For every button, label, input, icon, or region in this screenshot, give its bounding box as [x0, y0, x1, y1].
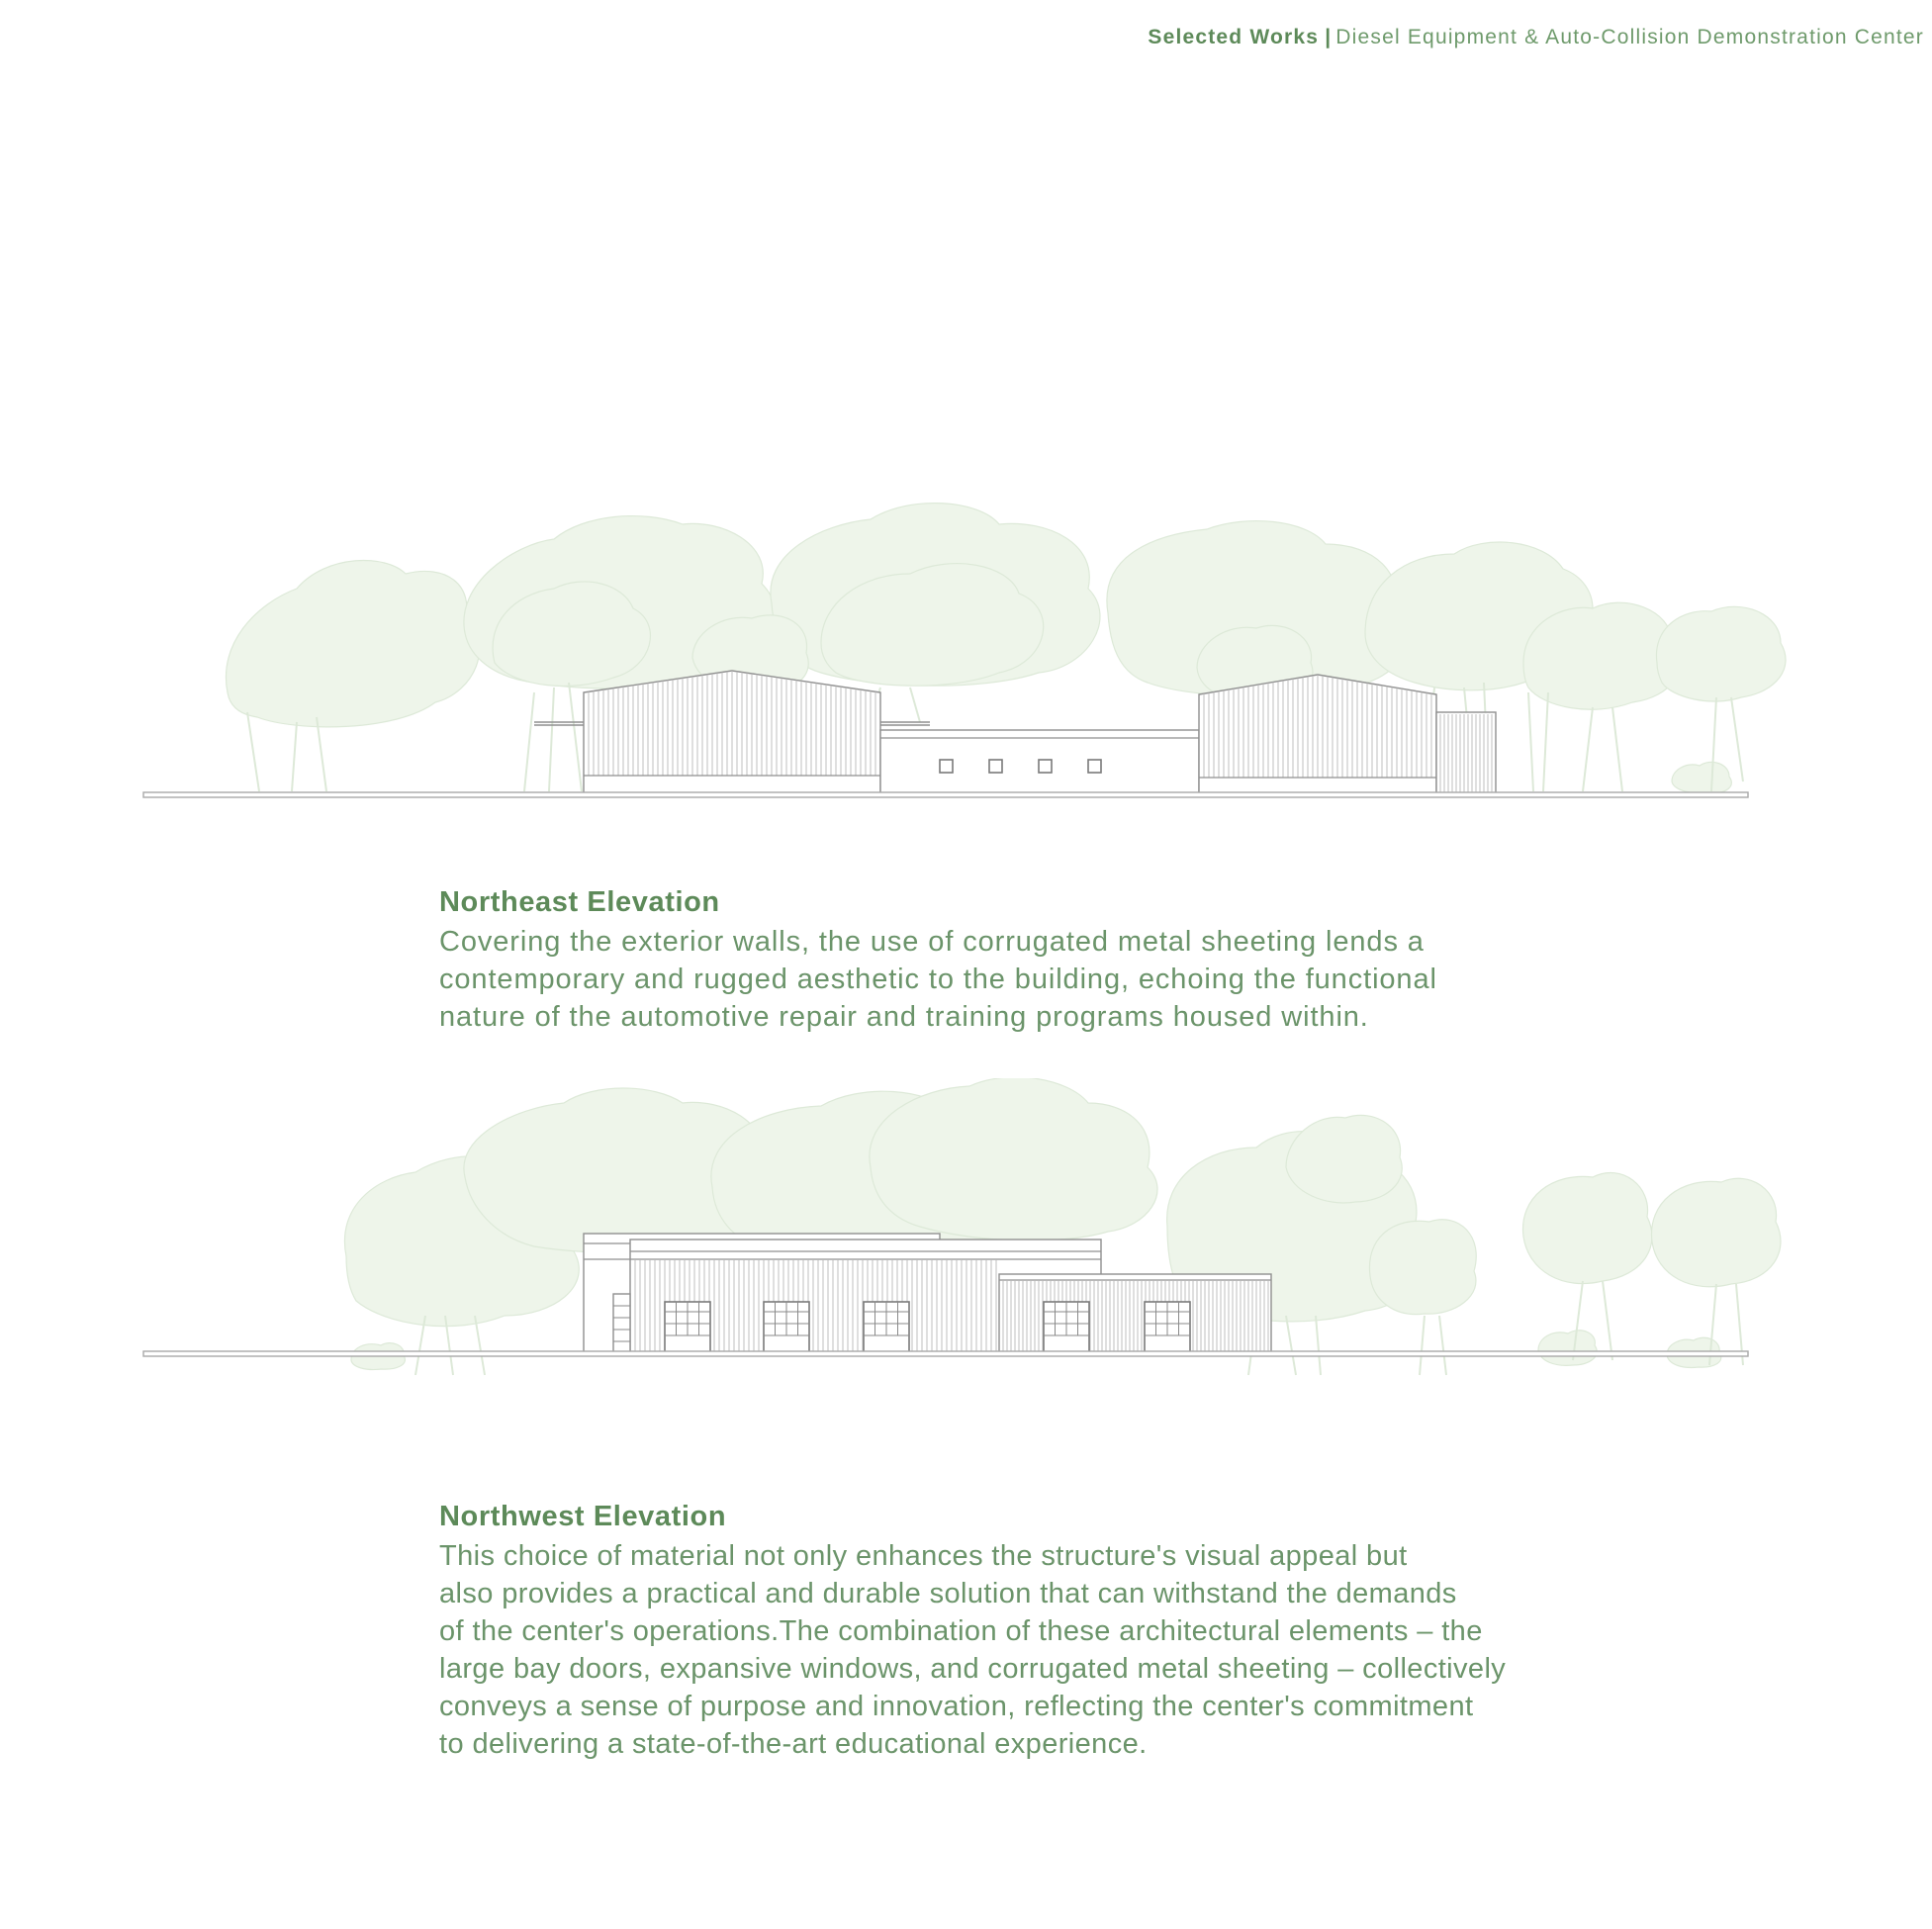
northwest-line: This choice of material not only enhances the structure's visual appeal but — [439, 1540, 1408, 1572]
nw-right-block — [999, 1274, 1271, 1352]
northeast-title: Northeast Elevation — [439, 886, 720, 918]
northwest-line: to delivering a state-of-the-art educational experience. — [439, 1728, 1148, 1760]
nw-ground-line — [143, 1351, 1748, 1356]
northeast-line: Covering the exterior walls, the use of corrugated metal sheeting lends a — [439, 926, 1425, 958]
northeast-line: contemporary and rugged aesthetic to the building, echoing the functional — [439, 964, 1437, 995]
northwest-line: of the center's operations.The combination of these architectural elements – the — [439, 1615, 1483, 1647]
ne-window-2 — [989, 760, 1002, 773]
northwest-elevation-svg — [0, 1078, 1932, 1385]
northwest-elevation-drawing — [0, 1078, 1932, 1385]
northeast-description — [439, 923, 1626, 1036]
northwest-line: large bay doors, expansive windows, and corrugated metal sheeting – collectively — [439, 1653, 1507, 1685]
northeast-elevation-drawing — [0, 495, 1932, 821]
ne-ground-line — [143, 792, 1748, 797]
nw-entrance-panel — [613, 1294, 630, 1352]
header-section: Selected Works — [1148, 26, 1320, 48]
ne-end-block — [1436, 712, 1496, 793]
northwest-caption — [439, 1501, 1626, 1763]
northwest-line: also provides a practical and durable solution that can withstand the demands — [439, 1578, 1457, 1609]
header-project: Diesel Equipment & Auto-Collision Demonstration Center — [1335, 26, 1924, 48]
northwest-line: conveys a sense of purpose and innovation, reflecting the center's commitment — [439, 1691, 1474, 1722]
northeast-elevation-svg — [0, 495, 1932, 821]
ne-window-3 — [1039, 760, 1052, 773]
northeast-line: nature of the automotive repair and training programs housed within. — [439, 1001, 1369, 1033]
northeast-caption — [439, 886, 1626, 1036]
northwest-title: Northwest Elevation — [439, 1501, 727, 1532]
ne-window-4 — [1088, 760, 1101, 773]
page-header — [1148, 26, 1924, 49]
ne-window-1 — [940, 760, 953, 773]
header-separator: | — [1325, 26, 1333, 48]
northwest-description — [439, 1537, 1626, 1763]
